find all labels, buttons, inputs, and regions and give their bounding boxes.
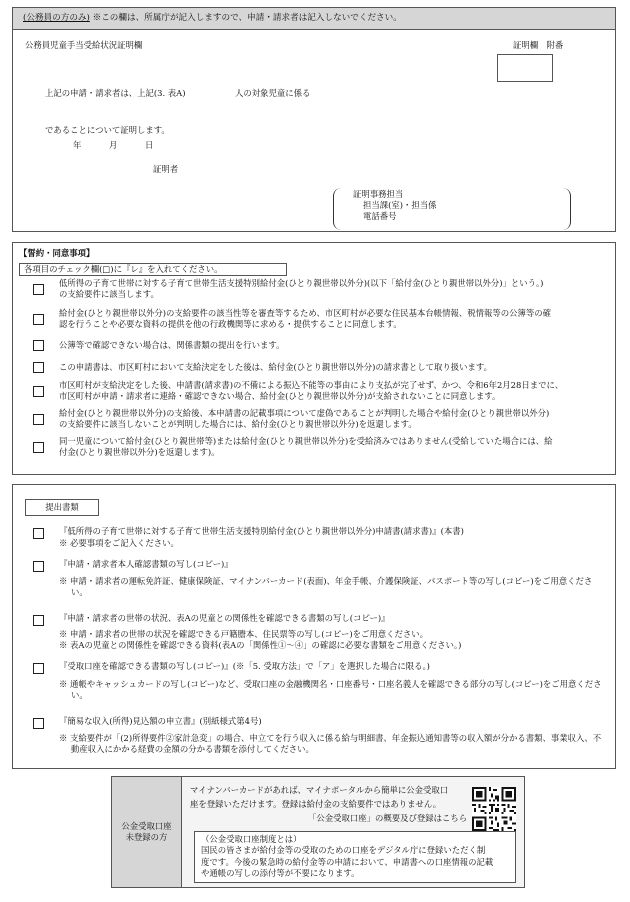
public-account-info-box [194, 831, 516, 883]
pledge-checkbox-2[interactable] [33, 314, 44, 325]
public-servant-header [13, 8, 615, 30]
doc-2-title: 『申請・請求者本人確認書類の写し(コピー)』 [59, 559, 233, 569]
required-documents-section [12, 484, 616, 769]
info-line-2: 度です。今後の緊急時の給付金等の申請において、申請書への口座情報の記載 [201, 856, 494, 867]
public-account-box [111, 776, 525, 888]
doc-1-note-1: ※ 必要事項をご記入ください。 [59, 538, 179, 548]
pledge-item-1-line-1: 低所得の子育て世帯に対する子育て世帯生活支援特別給付金(ひとり親世帯以外分)(以下「給付金(ひとり親世帯以外分)」という。) [59, 278, 544, 288]
certify-text: であることについて証明します。 [45, 125, 170, 135]
pledge-item-7 [59, 436, 605, 459]
pledge-item-2-line-2: 認を行うことや必要な資料の提供を他の行政機関等に求める・提供することに同意します。 [59, 319, 402, 330]
contact-line-3: 電話番号 [363, 211, 397, 221]
doc-checkbox-5[interactable] [33, 718, 44, 729]
cert-number-field[interactable] [497, 54, 553, 82]
certifier-label: 証明者 [153, 164, 179, 174]
year-label: 年 [73, 140, 82, 150]
doc-4-title: 『受取口座を確認できる書類の写し(コピー)』(※「5. 受取方法」で「ア」を選択した場合に限る。) [59, 661, 430, 671]
pledge-checkbox-4[interactable] [33, 362, 44, 373]
pledge-item-6 [59, 408, 605, 431]
doc-3-note-2: ※ 表Aの児童との関係性を確認できる資料(表Aの「関係性①～④」の確認に必要な書類をご用意ください。) [59, 640, 462, 650]
pledge-title: 【誓約・同意事項】 [19, 248, 95, 258]
header-note-text: ※この欄は、所属庁が記入しますので、申請・請求者は記入しないでください。 [92, 13, 402, 23]
header-note-label: (公務員の方のみ) [23, 13, 90, 23]
section-title: 公務員児童手当受給状況証明欄 [25, 40, 143, 50]
public-account-text-1: マイナンバーカードがあれば、マイナポータルから簡単に公金受取口 [190, 785, 449, 795]
doc-3-note-1: ※ 申請・請求者の世帯の状況を確認できる戸籍謄本、住民票等の写し(コピー)をご用意ください。 [59, 629, 428, 639]
pledge-item-5-line-2: 市区町村が申請・請求者に連絡・確認できない場合、給付金(ひとり親世帯以外分)が支給されないことに同意します。 [59, 391, 501, 402]
pledge-item-2 [59, 308, 605, 331]
doc-2-note-1: ※ 申請・請求者の運転免許証、健康保険証、マイナンバーカード(表面)、年金手帳、介護保険証、パスポート等の写し(コピー)をご用意ください。 [59, 576, 593, 598]
public-servant-section [12, 7, 616, 232]
pledge-item-3-line-1: 公簿等で確認できない場合は、関係書類の提出を行います。 [59, 340, 285, 350]
doc-checkbox-4[interactable] [33, 663, 44, 674]
pledge-item-1-line-2: の支給要件に該当します。 [59, 289, 159, 300]
doc-4-note-1: ※ 通帳やキャッシュカードの写し(コピー)など、受取口座の金融機関名・口座番号・口座名義人を確認できる部分の写し(コピー)をご用意ください。 [59, 679, 602, 701]
pledge-checkbox-3[interactable] [33, 340, 44, 351]
pledge-checkbox-7[interactable] [33, 442, 44, 453]
doc-checkbox-2[interactable] [33, 561, 44, 572]
doc-5-title: 『簡易な収入(所得)見込額の申立書』(別紙様式第4号) [59, 716, 262, 726]
doc-checkbox-1[interactable] [33, 528, 44, 539]
pledge-item-5-line-1: 市区町村が支給決定をした後、申請書(請求書)の不備による振込不能等の事由により支払が完了せず、かつ、令和6年2月28日までに、 [59, 380, 564, 390]
applicant-line-left: 上記の申請・請求者は、上記(3. 表A) [45, 88, 186, 98]
pledge-item-1 [59, 278, 605, 301]
info-title: （公金受取口座制度とは） [201, 834, 302, 844]
pledge-item-3 [59, 340, 605, 351]
pledge-item-4 [59, 362, 605, 373]
doc-5-note-1: ※ 支給要件が「(2)所得要件②家計急変」の場合、申立てを行う収入に係る給与明細書、年金振込通知書等の収入額が分かる書類、事業収入、不動産収入にかかる経費の金額の分かる書類を添付してください。 [59, 733, 602, 755]
pledge-checkbox-5[interactable] [33, 386, 44, 397]
public-account-label-1: 公金受取口座 [121, 820, 172, 831]
contact-line-1: 証明事務担当 [353, 189, 404, 199]
public-account-text-2: 座を登録いただけます。登録は給付金の支給要件ではありません。 [190, 799, 442, 809]
info-line-1: 国民の皆さまが給付金等の受取のための口座をデジタル庁に登録いただく制 [201, 845, 486, 856]
pledge-item-2-line-1: 給付金(ひとり親世帯以外分)の支給要件の該当性等を審査等するため、市区町村が必要な住民基本台帳情報、税情報等の公簿等の確 [59, 308, 551, 318]
month-label: 月 [109, 140, 118, 150]
info-line-3: や通帳の写しの添付等が不要になります。 [201, 868, 360, 879]
pledge-item-5 [59, 380, 605, 403]
pledge-checkbox-6[interactable] [33, 414, 44, 425]
check-instruction: 各項目のチェック欄(□)に『レ』を入れてください。 [19, 263, 287, 276]
pledge-item-4-line-1: この申請書は、市区町村において支給決定をした後は、給付金(ひとり親世帯以外分)の請求書として取り扱います。 [59, 362, 492, 372]
applicant-line-right: 人の対象児童に係る [235, 88, 311, 98]
doc-1-title: 『低所得の子育て世帯に対する子育て世帯生活支援特別給付金(ひとり親世帯以外分)申請書(請求書)』(本書) [59, 526, 464, 536]
day-label: 日 [145, 140, 154, 150]
documents-label: 提出書類 [25, 499, 99, 516]
pledge-item-7-line-2: 付金(ひとり親世帯以外分)を返還します)。 [59, 447, 220, 458]
qr-code-icon[interactable] [472, 787, 516, 831]
doc-checkbox-3[interactable] [33, 615, 44, 626]
pledge-item-6-line-2: の支給要件に該当しないことが判明した場合には、給付金(ひとり親世帯以外分)を返還します。 [59, 419, 417, 430]
pledge-consent-section [12, 242, 616, 475]
pledge-item-6-line-1: 給付金(ひとり親世帯以外分)の支給後、本申請書の記載事項について虚偽であることが判明した場合や給付金(ひとり親世帯以外分) [59, 408, 550, 418]
pledge-checkbox-1[interactable] [33, 284, 44, 295]
public-account-link[interactable]: 「公金受取口座」の概要及び登録はこちら [308, 813, 468, 823]
public-account-label [112, 777, 182, 887]
cert-number-label: 証明欄 附番 [513, 40, 564, 50]
public-account-label-2: 未登録の方 [125, 832, 168, 842]
doc-3-title: 『申請・請求者の世帯の状況、表Aの児童との関係性を確認できる書類の写し(コピー)』 [59, 613, 390, 623]
pledge-item-7-line-1: 同一児童について給付金(ひとり親世帯等)または給付金(ひとり親世帯以外分)を受給済みではありません(受給していた場合には、給 [59, 436, 553, 446]
contact-line-2: 担当課(室)・担当係 [363, 200, 437, 210]
